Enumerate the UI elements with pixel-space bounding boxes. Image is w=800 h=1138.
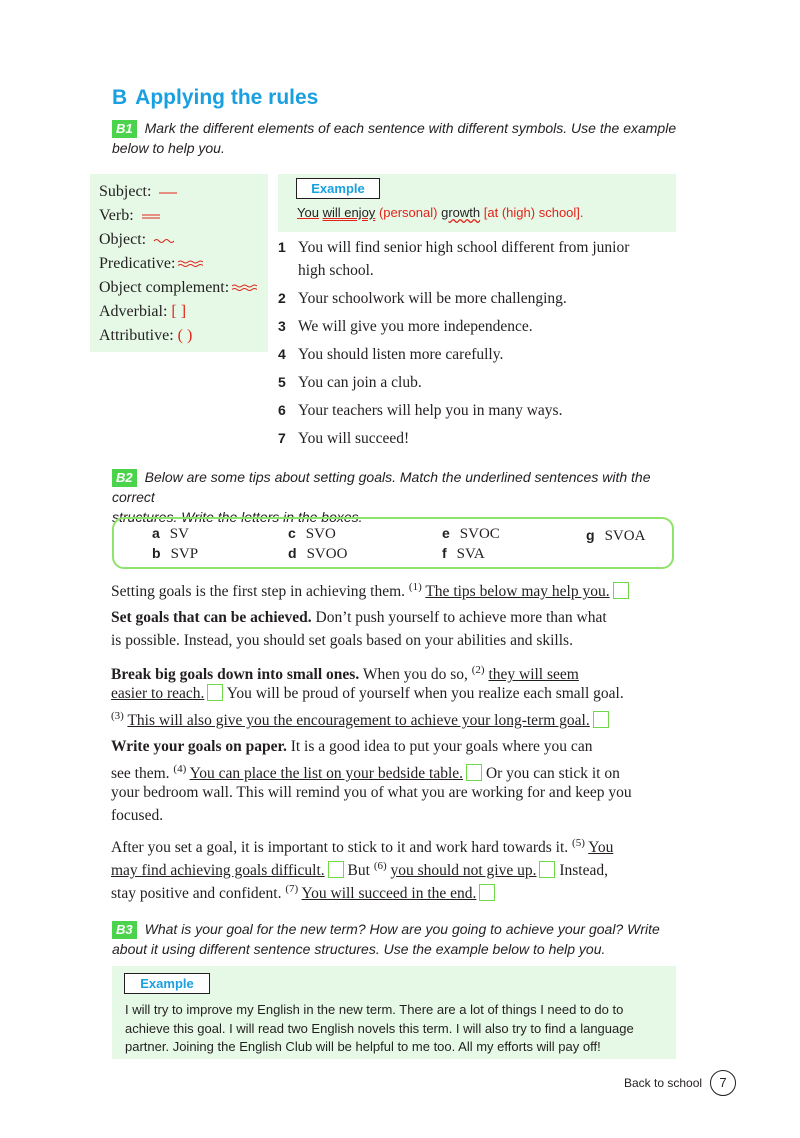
item-number: 4 bbox=[278, 346, 286, 362]
structure-option bbox=[288, 525, 336, 543]
sentence-item bbox=[278, 427, 688, 450]
double-underline-mark bbox=[140, 210, 162, 220]
underlined-sentence-5: You bbox=[588, 839, 614, 857]
item-text: You should listen more carefully. bbox=[298, 346, 504, 363]
paragraph-4-line3: your bedroom wall. This will remind you of what you are working for and keep you bbox=[111, 784, 632, 801]
example-attributive: (personal) bbox=[378, 205, 438, 220]
question-number: (5) bbox=[572, 837, 585, 849]
legend-label: Object complement: bbox=[99, 279, 230, 296]
p4-text: Or you can stick it on bbox=[485, 765, 620, 783]
structure-label: SVOO bbox=[306, 546, 348, 562]
paragraph-2-line1 bbox=[111, 606, 607, 629]
item-text: Your teachers will help you in many ways. bbox=[298, 402, 563, 419]
item-number: 6 bbox=[278, 402, 286, 418]
legend-adverbial bbox=[99, 302, 186, 322]
structure-label: SVP bbox=[170, 546, 199, 562]
structure-option bbox=[288, 545, 347, 563]
legend-label: Object: bbox=[99, 231, 147, 248]
p4-text: see them. bbox=[111, 765, 170, 783]
paragraph-3-line2 bbox=[111, 682, 624, 705]
paragraph-4-line1 bbox=[111, 735, 592, 758]
p5-text: Instead, bbox=[559, 862, 608, 880]
structure-letter: f bbox=[442, 545, 447, 561]
item-number: 2 bbox=[278, 290, 286, 306]
legend-label: Adverbial: bbox=[99, 303, 168, 320]
question-number: (3) bbox=[111, 710, 124, 722]
structure-option bbox=[152, 545, 198, 563]
tip-heading: Set goals that can be achieved. bbox=[111, 609, 312, 626]
structure-option bbox=[442, 545, 485, 563]
question-number: (7) bbox=[285, 883, 299, 895]
structure-letter: e bbox=[442, 525, 450, 541]
b2-instruction-line1: Below are some tips about setting goals. Match the underlined sentences with the correct bbox=[112, 469, 651, 505]
item-line: You will find senior high school different from junior bbox=[298, 239, 630, 256]
item-number: 5 bbox=[278, 374, 286, 390]
section-heading: Applying the rules bbox=[135, 86, 319, 109]
example-sentence bbox=[297, 205, 584, 220]
structure-label: SVOA bbox=[604, 528, 646, 544]
bracket-symbol: [ ] bbox=[171, 303, 187, 320]
example-adverbial-start: [at bbox=[483, 205, 499, 220]
item-text: We will give you more independence. bbox=[298, 318, 533, 335]
b1-example-box bbox=[278, 174, 676, 232]
b2-instruction-line2: structures. Write the letters in the boxes. bbox=[112, 509, 363, 525]
parenthesis-symbol: ( ) bbox=[177, 327, 193, 344]
item-number: 7 bbox=[278, 430, 286, 446]
underlined-sentence-2-cont: easier to reach. bbox=[111, 685, 205, 702]
b3-instruction bbox=[112, 919, 692, 959]
structure-label: SV bbox=[169, 526, 189, 542]
double-wavy-mark bbox=[231, 282, 257, 292]
answer-box-2[interactable] bbox=[207, 684, 223, 701]
underlined-sentence-5-cont: may find achieving goals difficult. bbox=[111, 862, 325, 880]
section-title bbox=[112, 86, 318, 110]
example-object: growth bbox=[441, 205, 481, 220]
page-number: 7 bbox=[710, 1070, 736, 1096]
p2-text: Don’t push yourself to achieve more than what bbox=[315, 609, 607, 626]
legend-attributive bbox=[99, 326, 192, 346]
example-badge: Example bbox=[124, 973, 210, 994]
tip-heading: Break big goals down into small ones. bbox=[111, 666, 360, 684]
item-text: You can join a club. bbox=[298, 374, 422, 391]
question-number: (6) bbox=[373, 860, 387, 872]
item-number: 3 bbox=[278, 318, 286, 334]
example-adverbial-end: school]. bbox=[538, 205, 584, 220]
question-number: (2) bbox=[471, 664, 485, 676]
paragraph-5-line3 bbox=[111, 878, 495, 905]
b1-instruction-line1: Mark the different elements of each sentence with different symbols. Use the example bbox=[144, 120, 677, 136]
structure-letter: g bbox=[586, 527, 595, 543]
legend-predicative bbox=[99, 254, 203, 274]
b3-example-box bbox=[112, 966, 676, 1059]
answer-box-5[interactable] bbox=[328, 861, 344, 878]
b3-instruction-line1: What is your goal for the new term? How are you going to achieve your goal? Write bbox=[144, 921, 660, 937]
symbol-legend bbox=[90, 174, 268, 352]
p4-text: It is a good idea to put your goals where you can bbox=[290, 738, 593, 755]
sentence-item bbox=[278, 343, 688, 366]
sentence-item bbox=[278, 287, 688, 310]
legend-label: Subject: bbox=[99, 183, 152, 200]
underlined-sentence-1: The tips below may help you. bbox=[425, 583, 610, 601]
structure-option bbox=[442, 525, 500, 543]
tip-heading: Write your goals on paper. bbox=[111, 738, 287, 755]
item-text: Your schoolwork will be more challenging. bbox=[298, 290, 567, 307]
b1-tag: B1 bbox=[112, 120, 137, 138]
p3-text: You will be proud of yourself when you realize each small goal. bbox=[226, 685, 624, 702]
structure-letter: d bbox=[288, 545, 297, 561]
b1-instruction bbox=[112, 118, 682, 158]
structure-letter: a bbox=[152, 525, 160, 541]
sentence-item bbox=[278, 236, 688, 282]
example-verb: will enjoy bbox=[322, 205, 376, 220]
b3-instruction-line2: about it using different sentence structures. Use the example below to help you. bbox=[112, 941, 606, 957]
answer-box-1[interactable] bbox=[613, 582, 629, 599]
legend-object bbox=[99, 230, 174, 250]
structure-label: SVOC bbox=[459, 526, 500, 542]
item-line: high school. bbox=[298, 262, 374, 279]
question-number: (4) bbox=[173, 763, 187, 775]
p5-text: stay positive and confident. bbox=[111, 885, 282, 903]
wavy-underline-mark bbox=[152, 234, 174, 244]
example-badge: Example bbox=[296, 178, 380, 199]
item-text bbox=[298, 236, 678, 282]
answer-box-3[interactable] bbox=[593, 711, 609, 728]
answer-box-6[interactable] bbox=[539, 861, 555, 878]
legend-verb bbox=[99, 206, 162, 226]
underlined-sentence-6: you should not give up. bbox=[390, 862, 537, 880]
b3-tag: B3 bbox=[112, 921, 137, 939]
underlined-sentence-3: This will also give you the encouragement to achieve your long-term goal. bbox=[127, 712, 590, 730]
p1-text: Setting goals is the first step in achieving them. bbox=[111, 583, 406, 601]
legend-label: Verb: bbox=[99, 207, 134, 224]
structures-box bbox=[112, 517, 674, 569]
legend-label: Attributive: bbox=[99, 327, 174, 344]
sentence-item bbox=[278, 399, 688, 422]
underlined-sentence-4: You can place the list on your bedside table. bbox=[189, 765, 464, 783]
structure-letter: b bbox=[152, 545, 161, 561]
legend-object-complement bbox=[99, 278, 257, 298]
example-paragraph: I will try to improve my English in the new term. There are a lot of things I need to do to achieve this goal. I will read two English novels this term. I will also try to find a language partner. Joining the English Club will be helpful to me too. All my efforts will pay off! bbox=[125, 1002, 634, 1054]
structure-label: SVA bbox=[456, 546, 485, 562]
structure-option bbox=[586, 527, 645, 545]
paragraph-3-line3 bbox=[111, 705, 609, 732]
legend-subject bbox=[99, 182, 179, 202]
example-attributive-2: (high) bbox=[501, 205, 536, 220]
b2-tag: B2 bbox=[112, 469, 137, 487]
structure-letter: c bbox=[288, 525, 296, 541]
question-number: (1) bbox=[408, 581, 422, 593]
paragraph-4-line4: focused. bbox=[111, 807, 164, 824]
answer-box-4[interactable] bbox=[466, 764, 482, 781]
single-underline-mark bbox=[157, 186, 179, 196]
structure-label: SVO bbox=[305, 526, 336, 542]
double-wavy-mark bbox=[177, 258, 203, 268]
structure-option bbox=[152, 525, 189, 543]
item-number: 1 bbox=[278, 239, 286, 255]
section-letter: B bbox=[112, 86, 128, 109]
example-subject: You bbox=[297, 205, 319, 220]
answer-box-7[interactable] bbox=[479, 884, 495, 901]
paragraph-1 bbox=[111, 576, 629, 603]
b1-instruction-line2: below to help you. bbox=[112, 140, 225, 156]
legend-label: Predicative: bbox=[99, 255, 176, 272]
p5-text: After you set a goal, it is important to stick to it and work hard towards it. bbox=[111, 839, 569, 857]
p3-text: When you do so, bbox=[362, 666, 468, 684]
paragraph-2-line2: is possible. Instead, you should set goals based on your abilities and skills. bbox=[111, 632, 573, 649]
sentence-item bbox=[278, 315, 688, 338]
underlined-sentence-2: they will seem bbox=[488, 666, 579, 684]
sentence-item bbox=[278, 371, 688, 394]
underlined-sentence-7: You will succeed in the end. bbox=[301, 885, 477, 903]
item-text: You will succeed! bbox=[298, 430, 410, 447]
footer-chapter-label: Back to school bbox=[624, 1076, 703, 1090]
p5-text: But bbox=[347, 862, 370, 880]
